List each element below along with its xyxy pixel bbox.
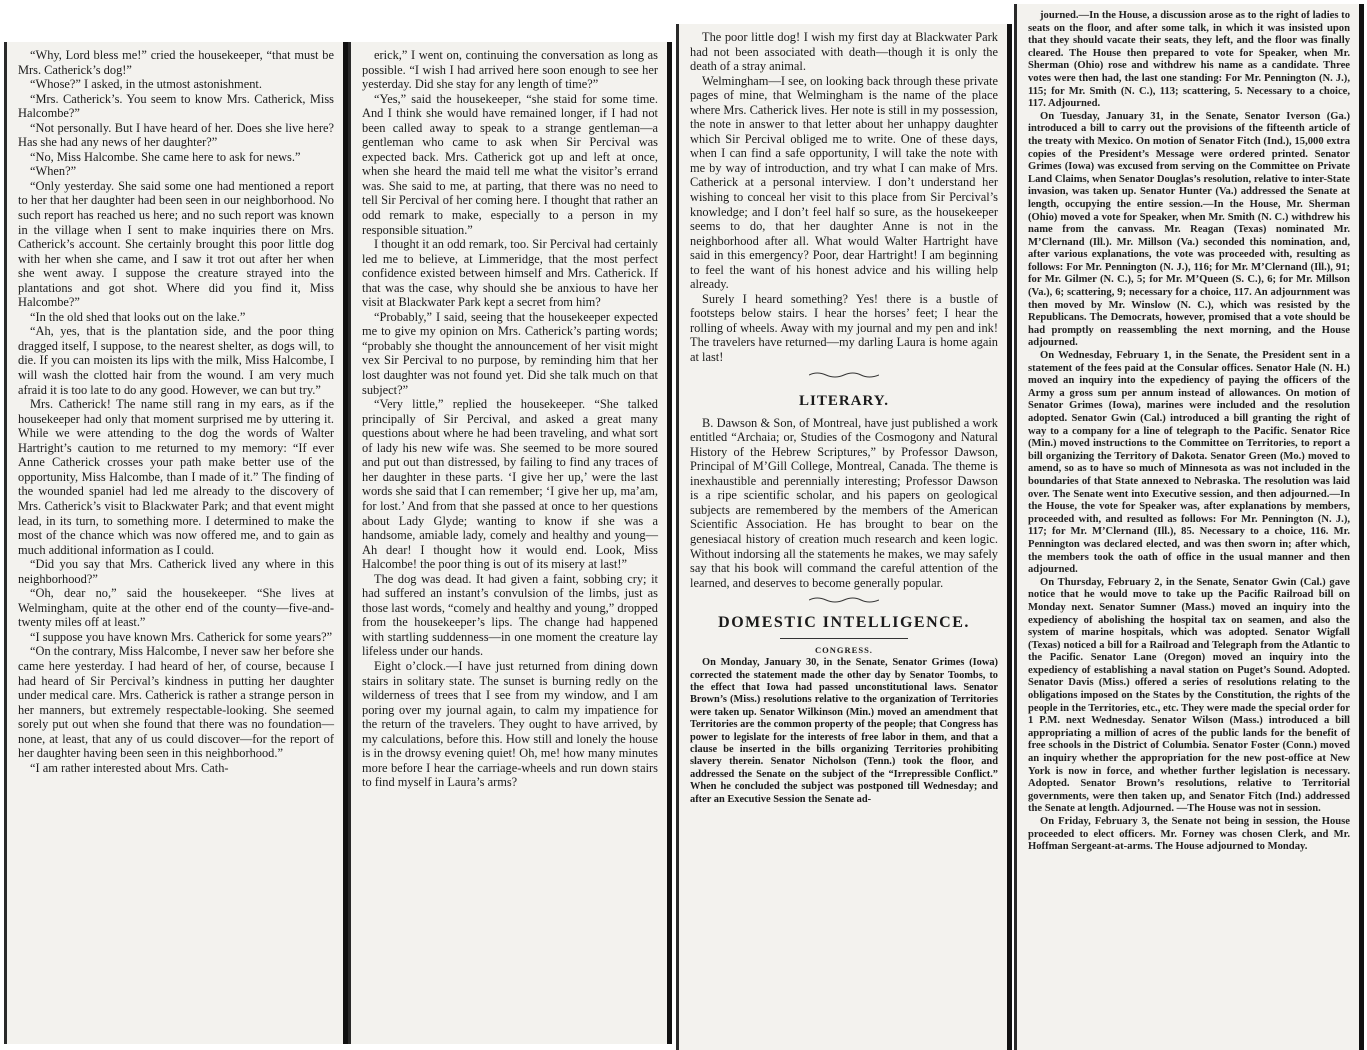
- paragraph: On Tuesday, January 31, in the Senate, Senator Iverson (Ga.) introduced a bill to carry out the provisions of the fifteenth article of the treaty with Mexico. On motion of Senator Fitch (Ind.), 15,000 extra copies of the President’s Message were ordered printed. Senator Grimes (Iowa) was excused from serving on the Committee on Private Land Claims, when Senator Douglas’s resolution, relative to inter-State invasion, was taken up. Senator Hunter (Va.) addressed the Senate at length, occupying the entire session.—In the House, Mr. Sherman (Ohio) moved a vote for Speaker, when Mr. Smith (N. C.) withdrew his name from the canvass. Mr. Reagan (Texas) nominated Mr. M’Clernand (Ill.). Mr. Millson (Va.) seconded this nomination, and, after various explanations, the vote was proceeded with, resulting as follows: For Mr. Pennington (N. J.), 116; for Mr. M’Clernand (Ill.), 91; for Mr. Gilmer (N. C.), 5; for Mr. M’Queen (S. C.), 6; for Mr. Millson (Va.), 6; scattering, 9; necessary for a choice, 117. An adjournment was then moved by Mr. Winslow (N. C.), which was resisted by the Republicans. The Democrats, however, promised that a vote should be had promptly on reassembling the next morning, and the House adjourned.: [1028, 110, 1350, 349]
- paragraph: erick,” I went on, continuing the conversation as long as possible. “I wish I had arrived here soon enough to see her yesterday. Did she stay for any length of time?”: [362, 48, 658, 92]
- paragraph: The poor little dog! I wish my first day at Blackwater Park had not been associated with death—though it is only the death of a stray animal.: [690, 30, 998, 74]
- paragraph: Eight o’clock.—I have just returned from dining down stairs in solitary state. The sunset is burning redly on the wilderness of trees that I see from my window, and I am poring over my journal again, to calm my impatience for the return of the travelers. They ought to have arrived, by my calculations, before this. How still and lonely the house is in the drowsy evening quiet! Oh, me! how many minutes more before I hear the carriage-wheels and run down stairs to find myself in Laura’s arms?: [362, 658, 658, 790]
- paragraph: “Whose?” I asked, in the utmost astonishment.: [30, 77, 262, 92]
- column-2-text: [356, 48, 664, 790]
- paragraph: “Probably,” I said, seeing that the housekeeper expected me to give my opinion on Mrs. Catherick’s parting words; “probably she thought the announcement of her visit might vex Sir Percival to no purpose, by reminding him that her lost daughter was not found yet. Did she talk much on that subject?”: [362, 309, 658, 397]
- separator-rule: [809, 371, 879, 379]
- literary-heading: LITERARY.: [798, 392, 890, 409]
- paragraph: “Ah, yes, that is the plantation side, and the poor thing dragged itself, I suppose, to the nearest shelter, as dogs will, to die. If you can moisten its lips with the milk, Miss Halcombe, I will wash the clotted hair from the wound. I am very much afraid it is too late to do any good. However, we can but try.”: [18, 324, 334, 397]
- paragraph: “No, Miss Halcombe. She came here to ask for news.”: [30, 149, 301, 164]
- column-1: [4, 42, 348, 1044]
- paragraph: The dog was dead. It had given a faint, sobbing cry; it had suffered an instant’s convulsion of the limbs, just as those last words, “comely and healthy and young,” dropped from the housekeeper’s lips. The change had happened with startling suddenness—in one moment the creature lay lifeless under our hands.: [362, 571, 658, 659]
- separator-rule: [809, 596, 879, 604]
- column-1-text: [12, 48, 340, 775]
- congress-heading: CONGRESS.: [815, 645, 873, 656]
- paragraph: “Oh, dear no,” said the housekeeper. “She lives at Welmingham, quite at the other end of the county—five-and-twenty miles off at least.”: [18, 586, 334, 630]
- paragraph: “On the contrary, Miss Halcombe, I never saw her before she came here yesterday. I had heard of her, of course, because I had heard of Sir Percival’s kindness in putting her daughter under medical care. Mrs. Catherick is rather a strange person in her manners, but extremely respectable-looking. She seemed sorely put out when she found that there was no foundation—none, at least, that any of us could discover—for the report of her daughter having been seen in this neighborhood.”: [18, 644, 334, 761]
- column-2: [348, 42, 672, 1044]
- paragraph: On Thursday, February 2, in the Senate, Senator Gwin (Cal.) gave notice that he would move to take up the Pacific Railroad bill on Monday next. Senator Sumner (Mass.) moved an inquiry into the expediency of abolishing the hospital tax on seamen, and also the system of marine hospitals, which was adopted. Senator Wigfall (Texas) noticed a bill for a Railroad and Telegraph from the Atlantic to the Pacific. Senator Lane (Oregon) moved an inquiry into the expediency of establishing a naval station on Puget’s Sound. Adopted. Senator Davis (Miss.) offered a series of resolutions relating to the obligations imposed on the States by the Constitution, the rights of the people in the Territories, etc., etc. They were made the special order for 1 P.M. next Wednesday. Senator Wilson (Mass.) introduced a bill appropriating a million of acres of the public lands for the benefit of free schools in the District of Columbia. Senator Foster (Conn.) moved an inquiry whether the appropriation for the new post-office at New York is now in force, and whether further legislation is necessary. Adopted. Senator Brown’s resolutions, relative to Territorial governments, were then taken up, and Senator Fitch (Ind.) addressed the Senate at length. Adjourned. —The House was not in session.: [1028, 576, 1350, 815]
- paragraph: On Friday, February 3, the Senate not being in session, the House proceeded to elect officers. Mr. Forney was chosen Clerk, and Mr. Hoffman Sergeant-at-arms. The House adjourned to Monday.: [1028, 816, 1350, 853]
- congress-text: [684, 657, 1004, 806]
- paragraph: “Only yesterday. She said some one had mentioned a report to her that her daughter had been seen in our neighborhood. No such report has reached us here; and no such report was known in the village when I sent to make inquiries there on Mrs. Catherick’s account. She certainly brought this poor little dog with her when she came, and I saw it trot out after her when she went away. I suppose the creature strayed into the plantations and got shot. Where did you find it, Miss Halcombe?”: [18, 178, 334, 310]
- paragraph: “Did you say that Mrs. Catherick lived any where in this neighborhood?”: [18, 557, 334, 586]
- column-4-text: [1022, 10, 1356, 854]
- paragraph: I thought it an odd remark, too. Sir Percival had certainly led me to believe, at Limmeridge, that the most perfect confidence existed between himself and Mrs. Catherick. If that was the case, why should she be anxious to have her visit at Blackwater Park kept a secret from him?: [362, 237, 658, 310]
- paragraph: “When?”: [30, 164, 77, 179]
- paragraph: “I am rather interested about Mrs. Cath-: [30, 760, 229, 775]
- column-3: [676, 24, 1012, 1050]
- paragraph: B. Dawson & Son, of Montreal, have just published a work entitled “Archaia; or, Studies of the Cosmogony and Natural History of the Hebrew Scriptures,” by Professor Dawson, Principal of M’Gill College, Montreal, Canada. The theme is inexhaustible and perennially interesting; Professor Dawson is a ripe scientific scholar, and his papers on geological subjects are remembered by the members of the American Scientific Association. He has brought to bear on the genesiacal history of creation much research and keen logic. Without indorsing all the statements he makes, we may safely say that his book will command the careful attention of the learned, and deserves to become generally popular.: [690, 415, 998, 590]
- paragraph: “Yes,” said the housekeeper, “she staid for some time. And I think she would have remained longer, if I had not been called away to speak to a strange gentleman—a gentleman who came to ask when Sir Percival was expected back. Mrs. Catherick got up and left at once, when she heard the maid tell me what the visitor’s errand was. She said to me, at parting, that there was no need to tell Sir Percival of her coming here. I thought that rather an odd remark to make, especially to a person in my responsible situation.”: [362, 91, 658, 237]
- divider: [780, 638, 908, 639]
- paragraph: “In the old shed that looks out on the lake.”: [30, 309, 246, 324]
- paragraph: “I suppose you have known Mrs. Catherick for some years?”: [30, 629, 333, 644]
- paragraph: Surely I heard something? Yes! there is a bustle of footsteps below stairs. I hear the horses’ feet; I hear the rolling of wheels. Away with my journal and my pen and ink! The travelers have returned—my darling Laura is home again at last!: [690, 291, 998, 365]
- paragraph: Welmingham—I see, on looking back through these private pages of mine, that Welmingham is the name of the place where Mrs. Catherick lives. Her note is still in my possession, the note in answer to that letter about her unhappy daughter which Sir Percival obliged me to write. One of these days, when I can find a safe opportunity, I will take the note with me by way of introduction, and try what I can make of Mrs. Catherick at a personal interview. I don’t understand her wishing to conceal her visit to this place from Sir Percival’s knowledge; and I don’t feel half so sure, as the housekeeper seems to do, that her daughter Anne is not in the neighborhood after all. What would Walter Hartright have said in this emergency? Poor, dear Hartright! I am beginning to feel the want of his honest advice and his willing help already.: [690, 73, 998, 292]
- paragraph: journed.—In the House, a discussion arose as to the right of ladies to seats on the floor, and after some talk, in which it was insisted upon that they should vacate their seats, they left, and the floor was finally cleared. The House then prepared to vote for Speaker, when Mr. Sherman (Ohio) rose and withdrew his name as a candidate. Three votes were then had, the last one standing: For Mr. Pennington (N. J.), 115; for Mr. Smith (N. C.), 113; scattering, 5. Necessary to a choice, 117. Adjourned.: [1028, 10, 1350, 110]
- column-4: [1014, 4, 1364, 1050]
- paragraph: “Very little,” replied the housekeeper. “She talked principally of Sir Percival, and asked a great many questions about where he had been traveling, and what sort of lady his new wife was. She seemed to be more soured and put out than distressed, by failing to find any traces of her daughter in these parts. ‘I give her up,’ were the last words she said that I can remember; ‘I give her up, ma’am, for lost.’ And from that she passed at once to her questions about Lady Glyde; wanting to know if she was a handsome, amiable lady, comely and healthy and young—Ah dear! I thought how it would end. Look, Miss Halcombe! the poor thing is out of its misery at last!”: [362, 397, 658, 572]
- paragraph: “Not personally. But I have heard of her. Does she live here? Has she had any news of her daughter?”: [18, 120, 334, 150]
- literary-text: [684, 416, 1004, 591]
- paragraph: “Mrs. Catherick’s. You seem to know Mrs. Catherick, Miss Halcombe?”: [18, 91, 334, 121]
- paragraph: Mrs. Catherick! The name still rang in my ears, as if the housekeeper had only that moment surprised me by uttering it. While we were attending to the dog the words of Walter Hartright’s caution to me returned to my memory: “If ever Anne Catherick crosses your path make better use of the opportunity, Miss Halcombe, than I made of it.” The finding of the wounded spaniel had led me already to the discovery of Mrs. Catherick’s visit to Blackwater Park; and that event might lead, in its turn, to something more. I determined to make the most of the chance which was now offered me, and to gain as much additional information as I could.: [18, 397, 334, 557]
- domestic-intelligence-heading: DOMESTIC INTELLIGENCE.: [718, 614, 970, 632]
- paragraph: On Wednesday, February 1, in the Senate, the President sent in a statement of the fees paid at the Consular offices. Senator Hale (N. H.) moved an inquiry into the expediency of paying the officers of the Army a gross sum per annum instead of allowances. On motion of Senator Grimes (Iowa), marines were included and the resolution adopted. Senator Gwin (Cal.) introduced a bill granting the right of way to a company for a line of telegraph to the Pacific. Senator Rice (Min.) moved instructions to the Committee on Territories, to report a bill organizing the Territory of Dakota. Senator Green (Mo.) moved to amend, so as to have so much of Minnesota as was not included in the boundaries of that State annexed to Nebraska. The resolution was laid over. The Senate went into Executive session, and then adjourned.—In the House, the vote for Speaker was, after explanations by members, proceeded with, and resulted as follows: For Mr. Pennington (N. J.), 117; for Mr. M’Clernand (Ill.), 85. Necessary to a choice, 116. Mr. Pennington was declared elected, and was then sworn in; after which, the members took the oath of office in the usual manner and then adjourned.: [1028, 350, 1350, 576]
- paragraph: “Why, Lord bless me!” cried the housekeeper, “that must be Mrs. Catherick’s dog!”: [18, 48, 334, 77]
- column-3-text: [684, 30, 1004, 365]
- paragraph: On Monday, January 30, in the Senate, Senator Grimes (Iowa) corrected the statement made the other day by Senator Toombs, to the effect that Iowa had passed unconstitutional laws. Senator Brown’s (Miss.) resolutions relative to the organization of Territories were taken up. Senator Wilkinson (Min.) moved an amendment that Territories are the common property of the people; that Congress has power to legislate for the interests of free labor in them, and that a clause be inserted in the bills organizing Territories prohibiting slavery therein. Senator Nicholson (Tenn.) took the floor, and addressed the Senate on the subject of the “Irrepressible Conflict.” When he concluded the subject was postponed till Wednesday; and after an Executive Session the Senate ad-: [690, 657, 998, 805]
